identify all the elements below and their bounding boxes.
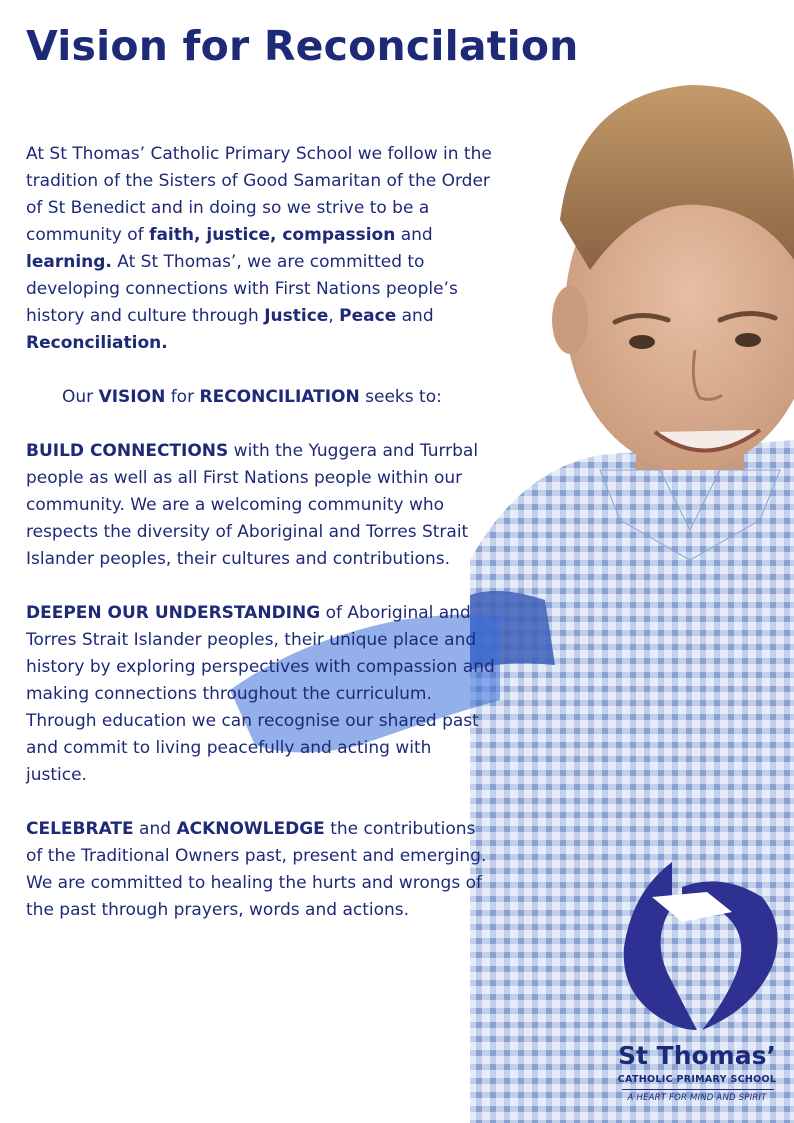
intro-paragraph [26, 141, 496, 357]
school-name: St Thomas’ [618, 1041, 776, 1070]
intro-comma: , [328, 306, 340, 326]
intro-faith: faith, justice, compassion [149, 225, 396, 245]
school-logo-icon [612, 852, 782, 1032]
section-mid: and [133, 819, 177, 839]
section-text: the contributions of the Traditional Owners past, present and emerging. We are committed to healing the hurts and wrongs of the past through prayers, words and actions. [26, 819, 487, 920]
intro-and-1: and [395, 225, 433, 245]
school-subtitle: CATHOLIC PRIMARY SCHOOL [617, 1074, 777, 1085]
intro-justice: Justice [264, 306, 329, 326]
section-heading: DEEPEN OUR UNDERSTANDING [26, 603, 321, 623]
section-text: with the Yuggera and Turrbal people as well as all First Nations people within our community. We are a welcoming community who respects the diversity of Aboriginal and Torres Strait Islander peoples, their cultures and contributions. [26, 441, 479, 569]
section-heading: BUILD CONNECTIONS [26, 441, 229, 461]
lead-our: Our [62, 387, 99, 407]
intro-peace: Peace [339, 306, 397, 326]
lead-vision: VISION [98, 387, 166, 407]
intro-text-1: At St Thomas’ Catholic Primary School we follow in the tradition of the Sisters of Good Samaritan of the Order of St Benedict and in doing so we strive to be a community of [26, 144, 492, 245]
section-deepen-understanding [26, 600, 496, 789]
school-tagline: A HEART FOR MIND AND SPIRIT [627, 1093, 767, 1103]
page-title: Vision for Reconcilation [26, 22, 579, 70]
intro-learning: learning. [26, 252, 112, 272]
vision-lead [26, 384, 496, 411]
section-build-connections [26, 438, 496, 573]
lead-reconciliation: RECONCILIATION [199, 387, 360, 407]
body-text [26, 141, 496, 951]
logo-divider [622, 1089, 774, 1090]
lead-for: for [165, 387, 200, 407]
lead-seeks: seeks to: [359, 387, 442, 407]
intro-text-2: At St Thomas’, we are committed to developing connections with First Nations people’s history and culture through [26, 252, 458, 326]
intro-and-2: and [396, 306, 434, 326]
section-heading-2: ACKNOWLEDGE [176, 819, 325, 839]
section-text: of Aboriginal and Torres Strait Islander peoples, their unique place and history by exploring perspectives with compassion and making connections throughout the curriculum. Through education we can recognise our shared past and commit to living peacefully and acting with justice. [26, 603, 495, 785]
section-heading: CELEBRATE [26, 819, 134, 839]
intro-reconciliation: Reconciliation. [26, 333, 168, 353]
section-celebrate-acknowledge [26, 816, 496, 924]
